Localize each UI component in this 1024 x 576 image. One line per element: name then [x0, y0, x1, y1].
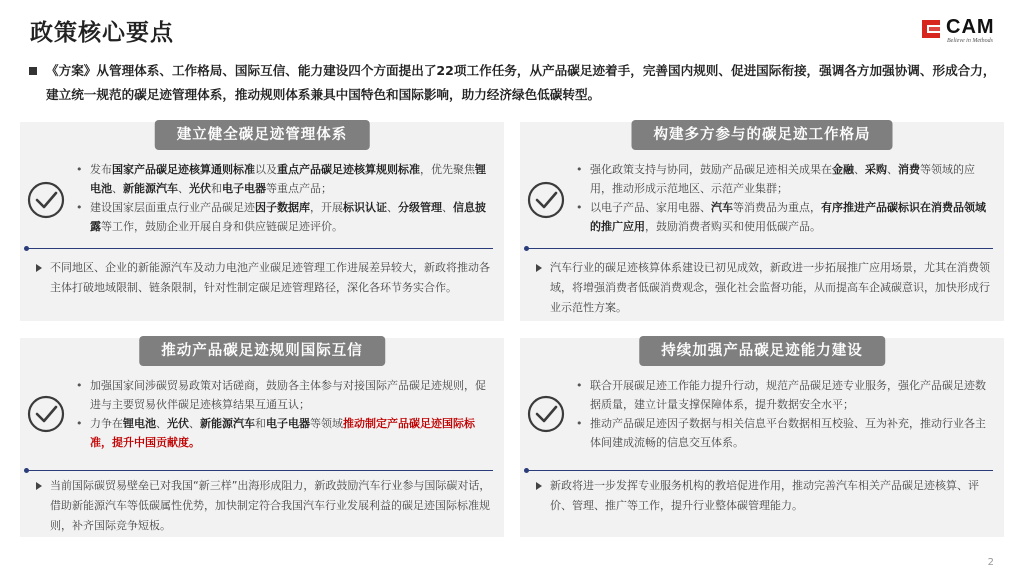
bullet-text: 、 [112, 182, 123, 195]
bullet-text: 、 [887, 163, 898, 176]
intro-text: 《方案》从管理体系、工作格局、国际互信、能力建设四个方面提出了22项工作任务，从产品碳足迹着手，完善国内规则、促进国际衔接，强调各方加强协调、形成合力，建立统一规范的碳足迹管理体系，推动规则体系兼具中国特色和国际影响，助力经济绿色低碳转型。 [46, 63, 996, 102]
bullet-list [576, 160, 988, 236]
bullet-text: 以电子产品、家用电器、 [590, 201, 711, 214]
note-text [536, 476, 992, 516]
divider-dot-icon [524, 468, 529, 473]
section-divider [528, 248, 993, 249]
bullet-text: 和 [211, 182, 222, 195]
bullet-list [576, 376, 988, 452]
bullet-text: 、 [156, 417, 167, 430]
emphasis-text: 新能源汽车 [123, 182, 178, 195]
note-text [536, 258, 992, 318]
emphasis-text: 金融 [832, 163, 854, 176]
bullet-text: ，优先聚焦 [420, 163, 475, 176]
note-content: 不同地区、企业的新能源汽车及动力电池产业碳足迹管理工作进展差异较大，新政将推动各主体打破地域限制、链条限制，针对性制定碳足迹管理路径，深化各环节务实合作。 [50, 261, 490, 294]
note-text [36, 258, 492, 298]
bullet-text: 、 [442, 201, 453, 214]
page-title: 政策核心要点 [30, 20, 174, 46]
section-divider [28, 470, 493, 471]
divider-dot-icon [524, 246, 529, 251]
emphasis-text: 分级管理 [398, 201, 442, 214]
arrow-right-icon [536, 482, 542, 490]
emphasis-text: 有序推进产品碳标识在消费品领域的推广应用 [590, 201, 986, 233]
logo-tagline: Believe in Methods [947, 38, 993, 44]
card-title: 推动产品碳足迹规则国际互信 [139, 336, 385, 366]
bullet-text: ，鼓励消费者购买和使用低碳产品。 [645, 220, 821, 233]
divider-dot-icon [24, 246, 29, 251]
logo-text: CAM [946, 16, 995, 38]
emphasis-text: 标识认证 [343, 201, 387, 214]
emphasis-text: 锂电池 [123, 417, 156, 430]
emphasis-text: 重点产品碳足迹核算规则标准 [277, 163, 420, 176]
note-text [36, 476, 492, 536]
emphasis-text: 国家产品碳足迹核算通则标准 [112, 163, 255, 176]
bullet-text: 等消费品为重点， [733, 201, 821, 214]
emphasis-text: 信息披露 [90, 201, 486, 233]
bullet-text: 、 [189, 417, 200, 430]
divider-dot-icon [24, 468, 29, 473]
highlight-red-text: 推动制定产品碳足迹国际标准，提升中国贡献度 [90, 417, 475, 449]
emphasis-text: 锂电池 [90, 163, 486, 195]
cam-logo [920, 16, 1002, 46]
bullet-text: 强化政策支持与协同，鼓励产品碳足迹相关成果在 [590, 163, 832, 176]
bullet-item [76, 198, 488, 236]
intro-paragraph [46, 59, 996, 107]
bullet-text: 以及 [255, 163, 277, 176]
bullet-item [576, 414, 988, 452]
card-international-trust [20, 338, 504, 537]
bullet-text: 建设国家层面重点行业产品碳足迹 [90, 201, 255, 214]
note-content: 汽车行业的碳足迹核算体系建设已初见成效，新政进一步拓展推广应用场景，尤其在消费领域，将增强消费者低碳消费观念，强化社会监督功能，从而提高车企减碳意识，加快形成行业示范性方案。 [550, 261, 990, 314]
bullet-text: 等领域 [310, 417, 343, 430]
bullet-text: 发布 [90, 163, 112, 176]
bullet-item [576, 376, 988, 414]
check-circle-icon [26, 180, 66, 220]
bullet-item [576, 198, 988, 236]
bullet-text: 联合开展碳足迹工作能力提升行动，规范产品碳足迹专业服务，强化产品碳足迹数据质量，建立计量支撑保障体系，提升数据安全水平； [590, 379, 986, 411]
bullet-item [76, 414, 488, 452]
card-capacity-building [520, 338, 1004, 537]
card-title: 持续加强产品碳足迹能力建设 [639, 336, 885, 366]
check-circle-icon [526, 180, 566, 220]
bullet-item [576, 160, 988, 198]
bullet-text: 推动产品碳足迹因子数据与相关信息平台数据相互校验、互为补充，推动行业各主体间建成流畅的信息交互体系。 [590, 417, 986, 449]
note-content: 当前国际碳贸易壁垒已对我国“新三样”出海形成阻力，新政鼓励汽车行业参与国际碳对话，借助新能源汽车等低碳属性优势，加快制定符合我国汽车行业发展利益的碳足迹国际标准规则，补齐国际竞争短板。 [50, 479, 491, 532]
cam-logo-mark-icon [920, 18, 942, 40]
arrow-right-icon [536, 264, 542, 272]
arrow-right-icon [36, 482, 42, 490]
square-bullet-icon [29, 67, 37, 75]
bullet-text: 等工作，鼓励企业开展自身和供应链碳足迹评价。 [101, 220, 343, 233]
highlight-red-text: 。 [189, 436, 200, 449]
emphasis-text: 新能源汽车 [200, 417, 255, 430]
section-divider [28, 248, 493, 249]
card-management-system [20, 122, 504, 321]
emphasis-text: 消费 [898, 163, 920, 176]
emphasis-text: 电子电器 [222, 182, 266, 195]
bullet-text: 、 [178, 182, 189, 195]
check-circle-icon [26, 394, 66, 434]
bullet-list [76, 376, 488, 452]
bullet-text: 和 [255, 417, 266, 430]
emphasis-text: 采购 [865, 163, 887, 176]
card-title: 构建多方参与的碳足迹工作格局 [632, 120, 893, 150]
bullet-text: 等领域的应用，推动形成示范地区、示范产业集群； [590, 163, 975, 195]
emphasis-text: 汽车 [711, 201, 733, 214]
bullet-item [76, 160, 488, 198]
arrow-right-icon [36, 264, 42, 272]
emphasis-text: 电子电器 [266, 417, 310, 430]
bullet-text: 等重点产品； [266, 182, 332, 195]
bullet-text: ，开展 [310, 201, 343, 214]
page-number: 2 [987, 557, 994, 568]
card-work-pattern [520, 122, 1004, 321]
emphasis-text: 因子数据库 [255, 201, 310, 214]
bullet-text: 、 [387, 201, 398, 214]
section-divider [528, 470, 993, 471]
bullet-list [76, 160, 488, 236]
note-content: 新政将进一步发挥专业服务机构的教培促进作用，推动完善汽车相关产品碳足迹核算、评价、管理、推广等工作，提升行业整体碳管理能力。 [550, 479, 979, 512]
bullet-text: 加强国家间涉碳贸易政策对话磋商，鼓励各主体参与对接国际产品碳足迹规则，促进与主要贸易伙伴碳足迹核算结果互通互认； [90, 379, 486, 411]
emphasis-text: 光伏 [167, 417, 189, 430]
bullet-item [76, 376, 488, 414]
bullet-text: 力争在 [90, 417, 123, 430]
check-circle-icon [526, 394, 566, 434]
bullet-text: 、 [854, 163, 865, 176]
emphasis-text: 光伏 [189, 182, 211, 195]
card-title: 建立健全碳足迹管理体系 [155, 120, 370, 150]
